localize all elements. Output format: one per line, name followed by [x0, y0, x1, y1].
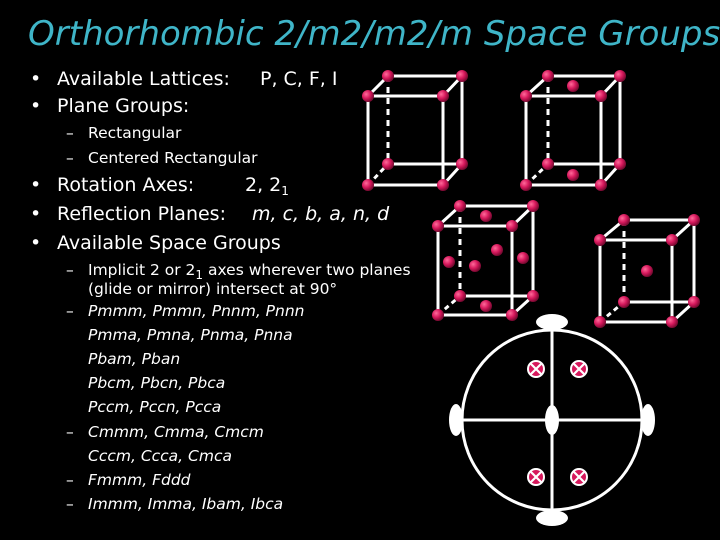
space-group-line: Cmmm, Cmma, Cmcm	[88, 423, 264, 441]
twofold-axis-symbol	[641, 404, 655, 436]
lattice-cube-c	[526, 76, 620, 185]
atom	[480, 300, 492, 312]
atom	[382, 158, 394, 170]
plane-group-item: Rectangular	[88, 124, 182, 142]
space-group-line: Pmma, Pmna, Pnma, Pnna	[88, 326, 293, 344]
atom	[520, 179, 532, 191]
general-position-marker	[525, 466, 547, 488]
atom	[641, 265, 653, 277]
twofold-axis-symbol	[536, 510, 568, 526]
atom	[614, 158, 626, 170]
atom	[432, 220, 444, 232]
atom	[542, 70, 554, 82]
atom	[527, 200, 539, 212]
atom	[567, 80, 579, 92]
atom	[454, 290, 466, 302]
rotation-axes-values: 2, $2_1$	[245, 174, 289, 198]
reflection-planes-label: Reflection Planes:	[57, 203, 226, 225]
atom	[567, 169, 579, 181]
atom	[595, 90, 607, 102]
general-position-marker	[568, 466, 590, 488]
atom	[456, 158, 468, 170]
space-groups-label: Available Space Groups	[57, 232, 281, 254]
atom	[594, 316, 606, 328]
implicit-axes-note: Implicit 2 or $2_1$ axes wherever two planes	[88, 261, 411, 282]
space-group-line: Cccm, Ccca, Cmca	[88, 447, 232, 465]
atom	[437, 179, 449, 191]
atom	[618, 296, 630, 308]
bullet: •	[30, 174, 42, 196]
atom	[480, 210, 492, 222]
space-group-line: Pbam, Pban	[88, 350, 181, 368]
plane-group-item: Centered Rectangular	[88, 149, 258, 167]
dash: –	[66, 261, 74, 279]
atom	[527, 290, 539, 302]
atom	[594, 234, 606, 246]
atom	[520, 90, 532, 102]
twofold-axis-symbol	[449, 404, 463, 436]
bullet: •	[30, 203, 42, 225]
atom	[469, 260, 481, 272]
atom	[517, 252, 529, 264]
atom	[688, 214, 700, 226]
atom	[432, 309, 444, 321]
bullet: •	[30, 232, 42, 254]
atom	[618, 214, 630, 226]
atom	[382, 70, 394, 82]
atom	[614, 70, 626, 82]
stereogram	[449, 314, 655, 526]
space-group-line: Fmmm, Fddd	[88, 471, 191, 489]
dash: –	[66, 495, 74, 513]
bullet: •	[30, 68, 42, 90]
atom	[595, 179, 607, 191]
implicit-axes-note-cont: (glide or mirror) intersect at 90°	[88, 280, 338, 298]
plane-groups-label: Plane Groups:	[57, 95, 190, 117]
lattices-label: Available Lattices:	[57, 68, 230, 90]
twofold-axis-symbol	[545, 405, 559, 435]
atom	[506, 220, 518, 232]
atom	[688, 296, 700, 308]
rotation-axes-label: Rotation Axes:	[57, 174, 195, 196]
bullet: •	[30, 95, 42, 117]
atom	[506, 309, 518, 321]
space-group-line: Immm, Imma, Ibam, Ibca	[88, 495, 284, 513]
atom	[362, 179, 374, 191]
dash: –	[66, 423, 74, 441]
dash: –	[66, 302, 74, 320]
atom	[437, 90, 449, 102]
dash: –	[66, 149, 74, 167]
dash: –	[66, 124, 74, 142]
dash: –	[66, 471, 74, 489]
atom	[456, 70, 468, 82]
general-position-marker	[568, 358, 590, 380]
atom	[454, 200, 466, 212]
twofold-axis-symbol	[536, 314, 568, 330]
space-group-line: Pbcm, Pbcn, Pbca	[88, 374, 226, 392]
atom	[542, 158, 554, 170]
reflection-planes-values: m, c, b, a, n, d	[252, 203, 390, 225]
atom	[362, 90, 374, 102]
atom	[666, 316, 678, 328]
general-position-marker	[525, 358, 547, 380]
space-group-line: Pccm, Pccn, Pcca	[88, 398, 222, 416]
atom	[491, 244, 503, 256]
lattices-values: P, C, F, I	[260, 68, 338, 90]
slide-title: Orthorhombic 2/m2/m2/m Space Groups	[28, 14, 720, 54]
atom	[443, 256, 455, 268]
atom	[666, 234, 678, 246]
lattice-cube-p	[368, 76, 462, 185]
space-group-line: Pmmm, Pmmn, Pnnm, Pnnn	[88, 302, 305, 320]
